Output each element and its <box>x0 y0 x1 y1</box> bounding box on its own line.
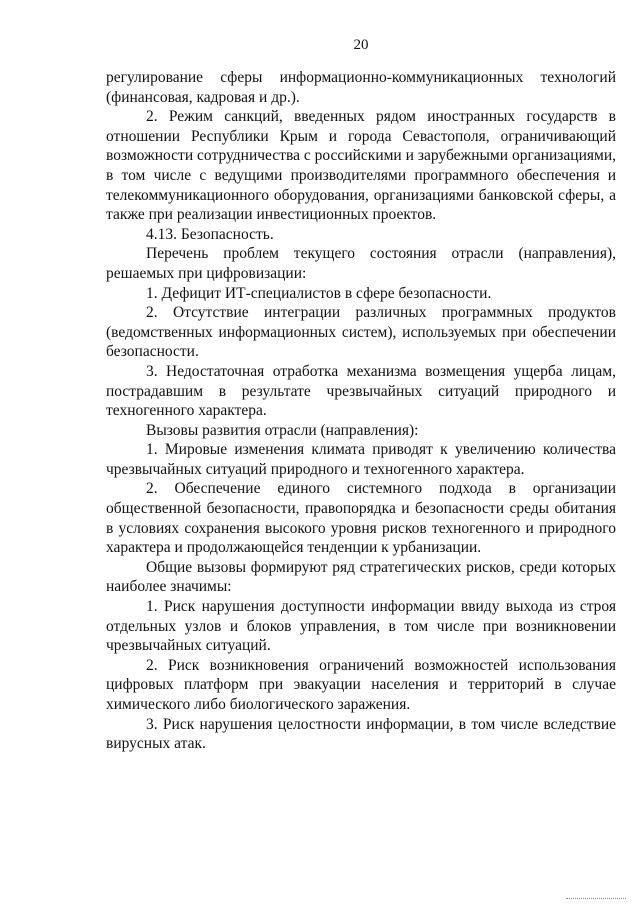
paragraph: 2. Обеспечение единого системного подхода в организации общественной безопасности, правопорядка и безопасности среды обитания в условиях сохранения высокого уровня рисков техногенного и природного характера и продолжающейся тенденции к урбанизации. <box>106 480 616 557</box>
paragraph: Вызовы развития отрасли (направления): <box>146 421 419 439</box>
paragraph: Общие вызовы формируют ряд стратегических рисков, среди которых наиболее значимы: <box>106 558 616 596</box>
page-number: 20 <box>353 37 369 53</box>
paragraph: 2. Отсутствие интеграции различных программных продуктов (ведомственных информационных систем), используемых при обеспечении безопасности. <box>106 304 616 361</box>
paragraph: 2. Режим санкций, введенных рядом иностранных государств в отношении Республики Крым и города Севастополя, ограничивающий возможности сотрудничества с российскими и зарубежными организациями, в том числе с ведущими производителями программного обеспечения и телекоммуникационного оборудования, организациями банковской сферы, а также при реализации инвестиционных проектов. <box>106 108 616 224</box>
paragraph: 1. Мировые изменения климата приводят к увеличению количества чрезвычайных ситуаций природного и техногенного характера. <box>106 441 616 478</box>
paragraph: регулирование сферы информационно-коммуникационных технологий (финансовая, кадровая и др.). <box>106 69 616 106</box>
paragraph: Перечень проблем текущего состояния отрасли (направления), решаемых при цифровизации: <box>106 245 616 282</box>
paragraph: 4.13. Безопасность. <box>146 225 274 243</box>
paragraph: 3. Риск нарушения целостности информации, в том числе вследствие вирусных атак. <box>106 715 616 753</box>
paragraph: 3. Недостаточная отработка механизма возмещения ущерба лицам, пострадавшим в результате чрезвычайных ситуаций природного и техногенного характера. <box>106 362 616 420</box>
document-body <box>106 68 616 754</box>
paragraph: 1. Дефицит ИТ-специалистов в сфере безопасности. <box>146 284 492 302</box>
scan-mark <box>566 898 626 899</box>
paragraph: 2. Риск возникновения ограничений возможностей использования цифровых платформ при эвакуации населения и территорий в случае химического либо биологического заражения. <box>106 656 616 713</box>
paragraph: 1. Риск нарушения доступности информации ввиду выхода из строя отдельных узлов и блоков управления, в том числе при возникновении чрезвычайных ситуаций. <box>106 598 616 655</box>
